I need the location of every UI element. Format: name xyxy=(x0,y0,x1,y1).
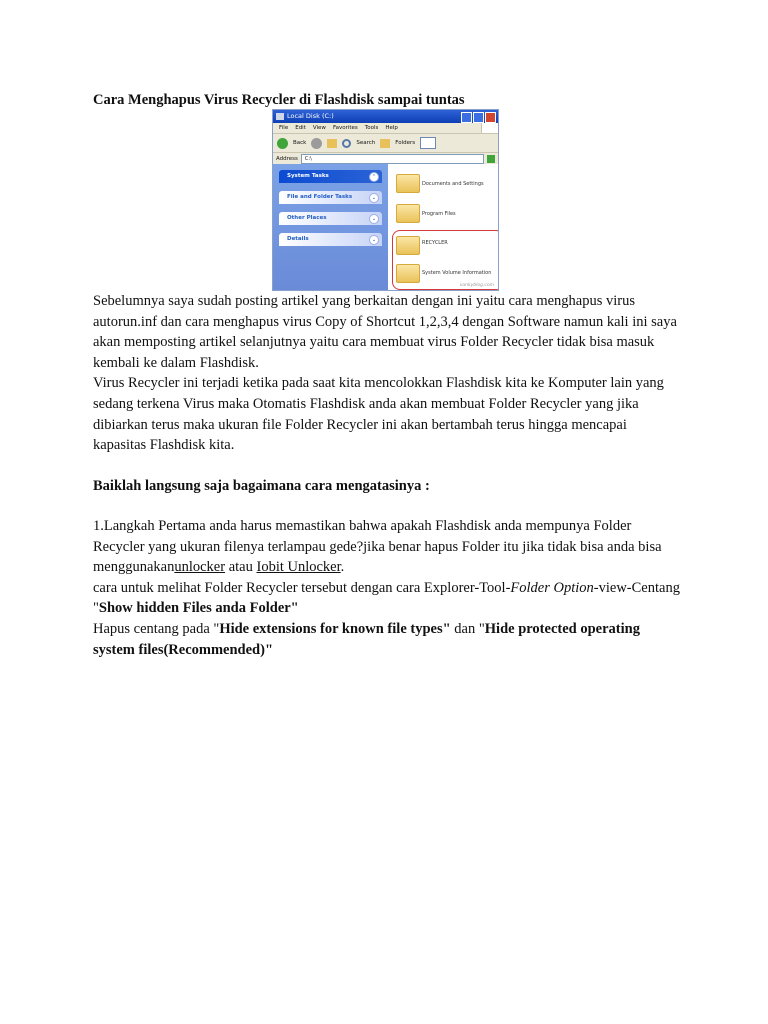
folders-label: Folders xyxy=(395,140,416,146)
folder-up-icon xyxy=(327,139,337,148)
folder-view xyxy=(388,164,498,290)
menu-file: File xyxy=(279,125,289,131)
folders-icon xyxy=(380,139,390,148)
paragraph-3-wrap xyxy=(93,476,683,497)
panel-label: File and Folder Tasks xyxy=(287,194,353,200)
folder-icon xyxy=(396,174,420,193)
menu-view: View xyxy=(312,125,326,131)
panel-details xyxy=(279,233,382,246)
paragraph-4 xyxy=(93,516,683,578)
menu-favorites: Favorites xyxy=(332,125,358,131)
menu-edit: Edit xyxy=(295,125,306,131)
windows-flag-icon xyxy=(481,123,498,133)
folder-icon xyxy=(396,236,420,255)
forward-icon xyxy=(311,138,322,149)
go-icon xyxy=(487,155,495,163)
chevron-down-icon: ⌄ xyxy=(369,235,379,245)
back-icon xyxy=(277,138,288,149)
paragraph-3: Baiklah langsung saja bagaimana cara mengatasinya : xyxy=(93,478,430,494)
window-controls xyxy=(461,112,496,123)
panel-label: System Tasks xyxy=(287,173,329,179)
task-pane xyxy=(273,164,388,290)
paragraph-1: Sebelumnya saya sudah posting artikel yang berkaitan dengan ini yaitu cara menghapus virus autorun.inf dan cara menghapus virus Copy of Shortcut 1,2,3,4 dengan Software namun kali ini saya akan memposting artikel selanjutnya yaitu cara membuat virus Folder Recycler tidak bisa masuk kembali ke dalam Flashdisk. xyxy=(93,293,677,371)
panel-other-places xyxy=(279,212,382,225)
close-icon xyxy=(485,112,496,123)
text-run: cara untuk melihat Folder Recycler tersebut dengan cara Explorer-Tool- xyxy=(93,579,511,596)
unlocker-link[interactable]: unlocker xyxy=(174,559,226,576)
search-label: Search xyxy=(356,140,376,146)
bold-run: Hide extensions for known file types" xyxy=(219,620,451,637)
menu-help: Help xyxy=(385,125,398,131)
folder-icon xyxy=(396,264,420,283)
folder-label: System Volume Information xyxy=(422,270,492,276)
chevron-down-icon: ⌄ xyxy=(369,214,379,224)
document-title: Cara Menghapus Virus Recycler di Flashdisk sampai tuntas xyxy=(93,92,465,108)
chevron-down-icon: ⌄ xyxy=(369,193,379,203)
text-run: atau xyxy=(225,559,257,576)
toolbar xyxy=(273,134,498,153)
folder-label: Documents and Settings xyxy=(422,181,484,187)
italic-run: Folder Option xyxy=(510,579,594,596)
paragraph-6 xyxy=(93,619,683,660)
paragraph-intro xyxy=(93,291,683,456)
folder-label: RECYCLER xyxy=(422,240,448,246)
search-icon xyxy=(342,139,351,148)
maximize-icon xyxy=(473,112,484,123)
explorer-body xyxy=(273,164,498,290)
minimize-icon xyxy=(461,112,472,123)
text-run: Hapus centang pada " xyxy=(93,620,220,637)
window-title: Local Disk (C:) xyxy=(287,112,334,120)
paragraph-5 xyxy=(93,578,683,619)
menu-tools: Tools xyxy=(364,125,379,131)
watermark: vankyblog.com xyxy=(459,283,494,288)
panel-system-tasks xyxy=(279,170,382,183)
paragraph-2: Virus Recycler ini terjadi ketika pada saat kita mencolokkan Flashdisk kita ke Komputer lain yang sedang terkena Virus maka Otomatis Flashdisk anda akan membuat Folder Recycler yang jika dibiarkan terus maka ukuran file Folder Recycler ini akan bertambah terus hingga mencapai kapasitas Flashdisk kita. xyxy=(93,375,664,454)
text-run: 1.Langkah Pertama anda harus memastikan bahwa apakah Flashdisk anda mempunya Folder Recycler yang ukuran filenya terlampau gede?jika benar hapus Folder itu jika tidak bisa anda bisa menggunakan xyxy=(93,518,662,576)
address-label: Address xyxy=(276,156,298,162)
folder-icon xyxy=(396,204,420,223)
bold-run: Show hidden Files anda Folder" xyxy=(98,600,299,617)
window-titlebar xyxy=(273,110,498,123)
views-icon xyxy=(420,137,436,149)
explorer-screenshot xyxy=(272,109,499,291)
menu-bar xyxy=(273,123,498,134)
back-label: Back xyxy=(293,140,307,146)
bold-run: Hide protected operating system files(Recommended)" xyxy=(93,620,640,658)
panel-label: Details xyxy=(287,236,309,242)
text-run: . xyxy=(340,559,345,576)
iobit-unlocker-link[interactable]: Iobit Unlocker xyxy=(256,559,341,576)
folder-label: Program Files xyxy=(422,211,456,217)
steps xyxy=(93,516,683,660)
panel-file-folder-tasks xyxy=(279,191,382,204)
chevron-up-icon: ⌃ xyxy=(369,172,379,182)
panel-label: Other Places xyxy=(287,215,327,221)
drive-icon xyxy=(276,113,284,120)
address-field: C:\ xyxy=(301,154,484,164)
text-run: -view-Centang " xyxy=(93,579,680,617)
text-run: dan " xyxy=(450,620,485,637)
